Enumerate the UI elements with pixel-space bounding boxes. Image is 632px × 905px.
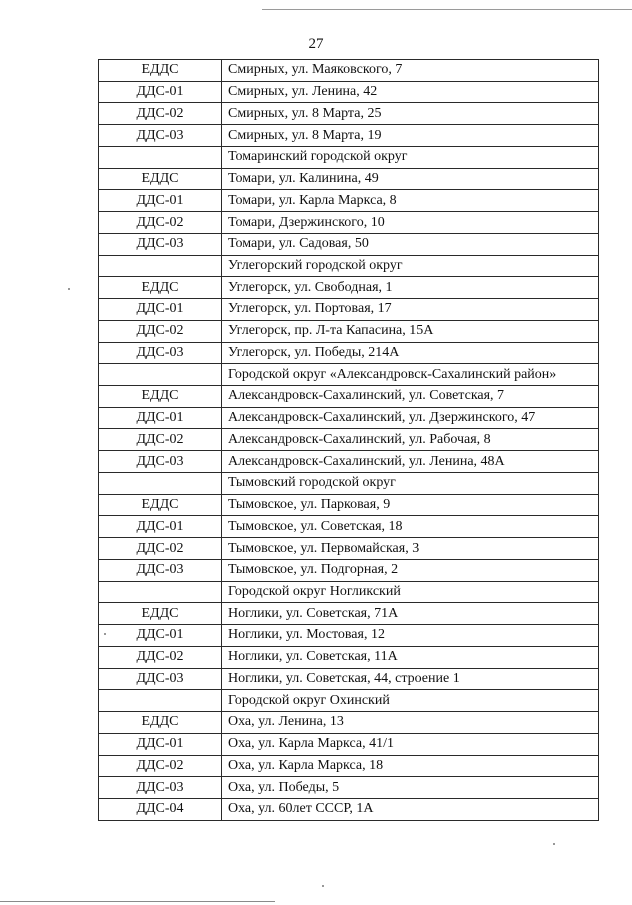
service-code-cell: ДДС-02	[99, 646, 222, 668]
table-row	[99, 81, 599, 103]
address-cell: Углегорск, ул. Свободная, 1	[222, 277, 599, 299]
address-cell: Томари, ул. Калинина, 49	[222, 168, 599, 190]
table-row	[99, 320, 599, 342]
address-cell: Смирных, ул. Ленина, 42	[222, 81, 599, 103]
address-cell: Тымовское, ул. Первомайская, 3	[222, 538, 599, 560]
address-cell: Ноглики, ул. Мостовая, 12	[222, 625, 599, 647]
service-code-cell: ДДС-01	[99, 516, 222, 538]
table-row	[99, 494, 599, 516]
table-row	[99, 233, 599, 255]
address-cell: Александровск-Сахалинский, ул. Рабочая, 8	[222, 429, 599, 451]
address-cell: Углегорск, ул. Победы, 214А	[222, 342, 599, 364]
service-code-cell: ЕДДС	[99, 277, 222, 299]
table-row	[99, 668, 599, 690]
table-row	[99, 342, 599, 364]
address-cell: Углегорск, пр. Л-та Капасина, 15А	[222, 320, 599, 342]
service-code-cell	[99, 146, 222, 168]
address-cell: Ноглики, ул. Советская, 11А	[222, 646, 599, 668]
table-row	[99, 386, 599, 408]
table-row	[99, 777, 599, 799]
address-cell: Тымовское, ул. Парковая, 9	[222, 494, 599, 516]
table-row	[99, 538, 599, 560]
scan-speck	[68, 288, 70, 290]
address-cell: Смирных, ул. Маяковского, 7	[222, 60, 599, 82]
service-code-cell: ЕДДС	[99, 168, 222, 190]
table-row	[99, 603, 599, 625]
service-code-cell: ДДС-01	[99, 733, 222, 755]
district-name-cell: Городской округ «Александровск-Сахалинский район»	[222, 364, 599, 386]
district-name-cell: Углегорский городской округ	[222, 255, 599, 277]
district-header-row	[99, 581, 599, 603]
page-number: 27	[308, 36, 324, 52]
address-cell: Углегорск, ул. Портовая, 17	[222, 299, 599, 321]
district-name-cell: Тымовский городской округ	[222, 472, 599, 494]
address-cell: Александровск-Сахалинский, ул. Ленина, 48А	[222, 451, 599, 473]
service-code-cell: ДДС-01	[99, 407, 222, 429]
service-code-cell: ДДС-02	[99, 320, 222, 342]
service-code-cell: ДДС-02	[99, 429, 222, 451]
address-cell: Ноглики, ул. Советская, 44, строение 1	[222, 668, 599, 690]
service-code-cell: ЕДДС	[99, 712, 222, 734]
service-code-cell: ДДС-03	[99, 668, 222, 690]
district-header-row	[99, 255, 599, 277]
district-name-cell: Городской округ Охинский	[222, 690, 599, 712]
service-code-cell: ДДС-01	[99, 299, 222, 321]
service-code-cell: ДДС-01	[99, 81, 222, 103]
table-row	[99, 212, 599, 234]
table-row	[99, 190, 599, 212]
district-header-row	[99, 364, 599, 386]
address-cell: Смирных, ул. 8 Марта, 25	[222, 103, 599, 125]
address-cell: Оха, ул. 60лет СССР, 1А	[222, 798, 599, 820]
table-row	[99, 407, 599, 429]
service-code-cell: ЕДДС	[99, 60, 222, 82]
table-row	[99, 798, 599, 820]
scan-speck	[104, 633, 106, 635]
service-code-cell: ЕДДС	[99, 386, 222, 408]
service-code-cell: ДДС-02	[99, 755, 222, 777]
scan-edge-bottom	[0, 901, 275, 902]
address-cell: Оха, ул. Ленина, 13	[222, 712, 599, 734]
district-name-cell: Городской округ Ногликский	[222, 581, 599, 603]
service-code-cell: ДДС-02	[99, 212, 222, 234]
address-cell: Ноглики, ул. Советская, 71А	[222, 603, 599, 625]
table-row	[99, 625, 599, 647]
service-code-cell: ДДС-03	[99, 777, 222, 799]
service-code-cell	[99, 472, 222, 494]
service-code-cell	[99, 690, 222, 712]
address-cell: Смирных, ул. 8 Марта, 19	[222, 125, 599, 147]
scan-edge-top	[262, 9, 632, 10]
table-row	[99, 712, 599, 734]
service-code-cell: ДДС-01	[99, 625, 222, 647]
district-name-cell: Томаринский городской округ	[222, 146, 599, 168]
service-code-cell: ДДС-03	[99, 559, 222, 581]
service-code-cell: ДДС-03	[99, 342, 222, 364]
dispatch-services-table	[98, 59, 599, 821]
service-code-cell: ЕДДС	[99, 603, 222, 625]
table-row	[99, 277, 599, 299]
table-row	[99, 125, 599, 147]
address-cell: Томари, Дзержинского, 10	[222, 212, 599, 234]
table-body	[99, 60, 599, 821]
address-cell: Томари, ул. Садовая, 50	[222, 233, 599, 255]
table-row	[99, 429, 599, 451]
table-row	[99, 559, 599, 581]
address-cell: Оха, ул. Карла Маркса, 41/1	[222, 733, 599, 755]
scan-speck	[322, 885, 324, 887]
service-code-cell: ЕДДС	[99, 494, 222, 516]
service-code-cell: ДДС-03	[99, 233, 222, 255]
address-cell: Оха, ул. Победы, 5	[222, 777, 599, 799]
table-row	[99, 755, 599, 777]
service-code-cell: ДДС-03	[99, 125, 222, 147]
table-row	[99, 516, 599, 538]
scan-speck	[553, 843, 555, 845]
table-row	[99, 60, 599, 82]
table-row	[99, 103, 599, 125]
district-header-row	[99, 146, 599, 168]
table-row	[99, 451, 599, 473]
service-code-cell: ДДС-03	[99, 451, 222, 473]
table-row	[99, 646, 599, 668]
district-header-row	[99, 472, 599, 494]
service-code-cell: ДДС-04	[99, 798, 222, 820]
address-cell: Тымовское, ул. Советская, 18	[222, 516, 599, 538]
address-cell: Оха, ул. Карла Маркса, 18	[222, 755, 599, 777]
service-code-cell: ДДС-01	[99, 190, 222, 212]
address-cell: Александровск-Сахалинский, ул. Советская, 7	[222, 386, 599, 408]
table-row	[99, 733, 599, 755]
service-code-cell	[99, 581, 222, 603]
address-cell: Тымовское, ул. Подгорная, 2	[222, 559, 599, 581]
address-cell: Александровск-Сахалинский, ул. Дзержинского, 47	[222, 407, 599, 429]
address-cell: Томари, ул. Карла Маркса, 8	[222, 190, 599, 212]
district-header-row	[99, 690, 599, 712]
service-code-cell	[99, 255, 222, 277]
table-row	[99, 168, 599, 190]
service-code-cell	[99, 364, 222, 386]
table-row	[99, 299, 599, 321]
service-code-cell: ДДС-02	[99, 103, 222, 125]
service-code-cell: ДДС-02	[99, 538, 222, 560]
